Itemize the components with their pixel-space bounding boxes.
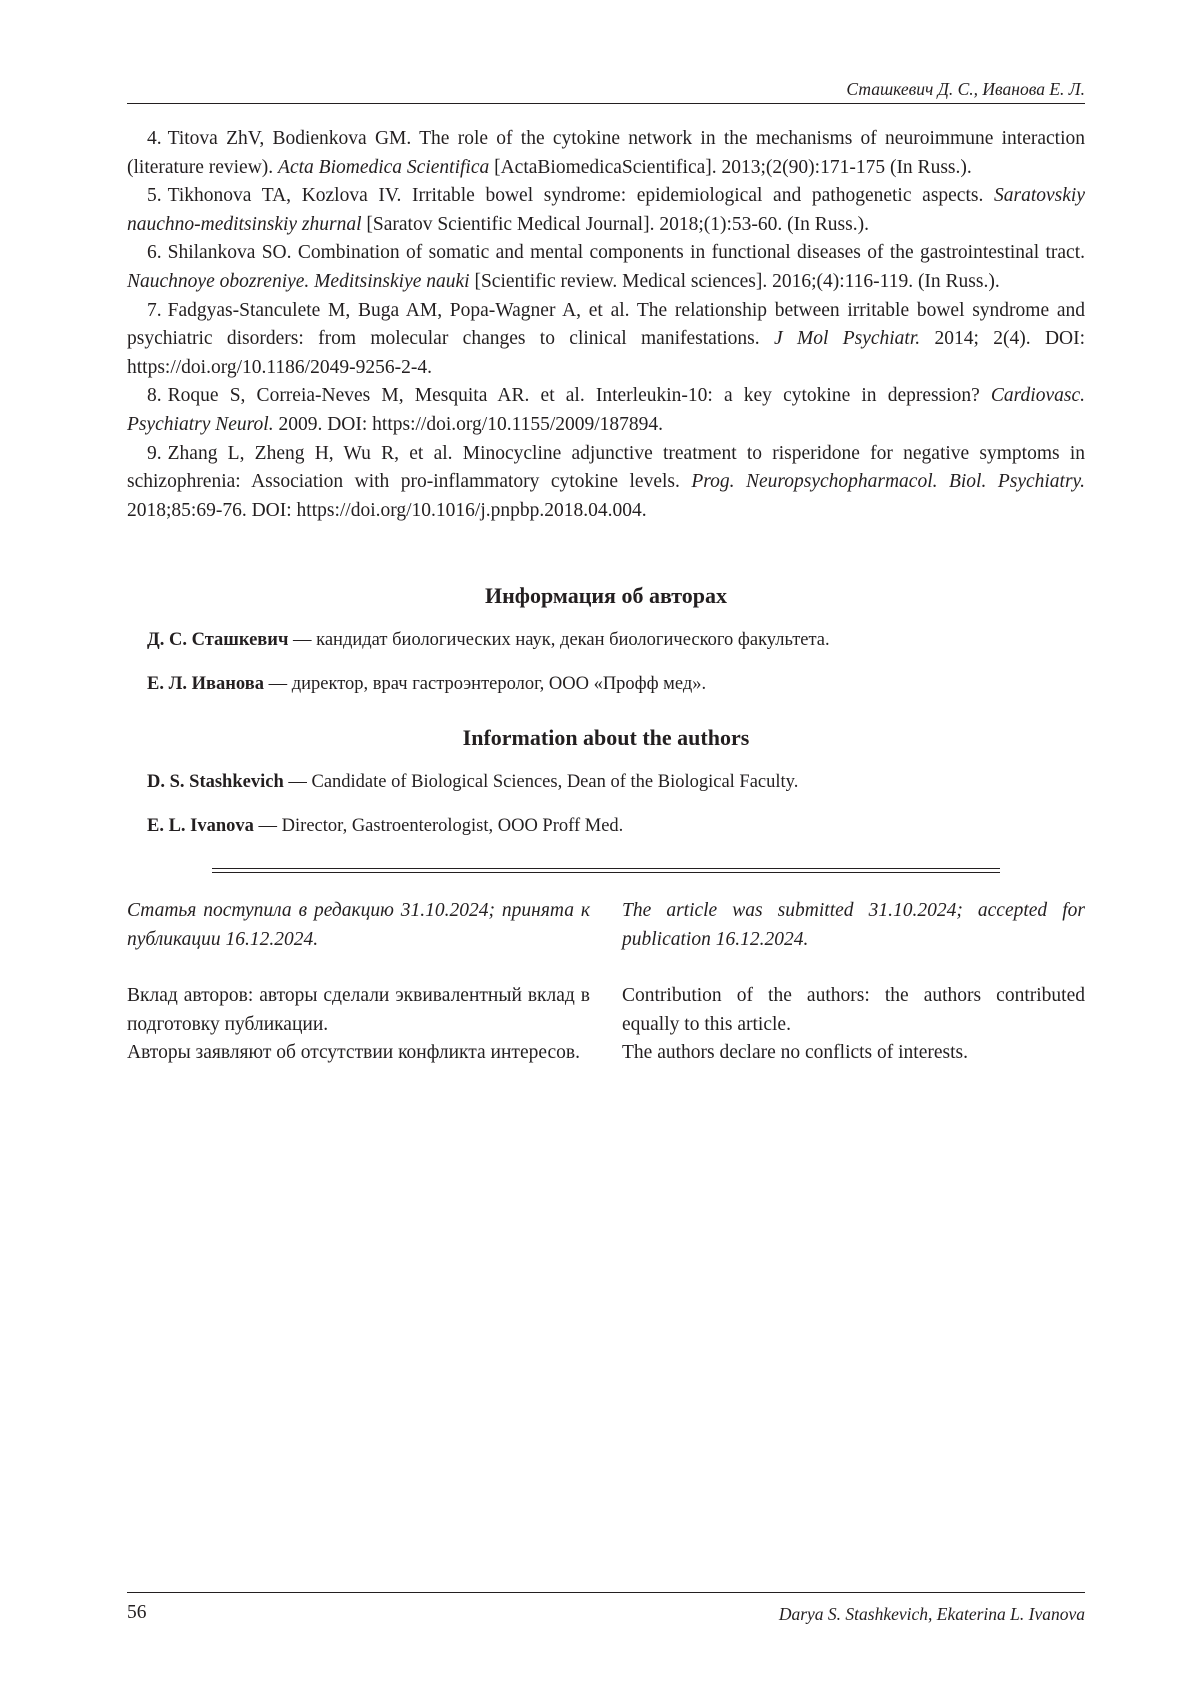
conflict-statement: The authors declare no conflicts of interests.: [622, 1042, 969, 1064]
footnotes-ru: [127, 897, 590, 1068]
reference-item: [127, 297, 1085, 383]
author-name: Д. С. Сташкевич: [147, 630, 289, 650]
reference-number: 4.: [147, 128, 162, 149]
reference-number: 8.: [147, 385, 162, 407]
reference-text: Shilankova SO. Combination of somatic and mental components in functional diseases of the gastrointestinal tract.: [167, 242, 1085, 264]
running-head: Сташкевич Д. С., Иванова Е. Л.: [846, 79, 1085, 99]
reference-item: [127, 125, 1085, 182]
reference-item: [127, 440, 1085, 526]
reference-journal: Prog. Neuropsychopharmacol. Biol. Psychiatry.: [691, 471, 1086, 493]
author-entry: [147, 627, 1085, 653]
author-name: D. S. Stashkevich: [147, 772, 284, 792]
author-description: — Director, Gastroenterologist, OOO Proff Med.: [253, 816, 624, 836]
reference-item: [127, 182, 1085, 239]
author-description: — кандидат биологических наук, декан биологического факультета.: [288, 630, 830, 650]
reference-details: [Saratov Scientific Medical Journal]. 2018;(1):53-60. (In Russ.).: [366, 213, 869, 235]
author-description: — Candidate of Biological Sciences, Dean of the Biological Faculty.: [283, 772, 799, 792]
reference-number: 5.: [147, 185, 162, 207]
author-entry: [147, 813, 1085, 839]
author-description: — директор, врач гастроэнтеролог, ООО «Профф мед».: [263, 674, 707, 694]
reference-journal: Cardiovasc. Psychiatry Neurol.: [127, 385, 1085, 435]
reference-text: Tikhonova TA, Kozlova IV. Irritable bowel syndrome: epidemiological and pathogenetic aspects.: [167, 185, 984, 207]
reference-text: Fadgyas-Stanculete M, Buga AM, Popa-Wagner A, et al. The relationship between irritable bowel syndrome and psychiatric disorders: from molecular changes to clinical manifestations.: [127, 299, 1085, 350]
reference-number: 7.: [147, 299, 162, 321]
reference-number: 6.: [147, 242, 162, 264]
reference-journal: Saratovskiy nauchno-meditsinskiy zhurnal: [127, 185, 1085, 235]
reference-item: [127, 239, 1085, 296]
author-name: Е. Л. Иванова: [147, 674, 264, 694]
authors-info-title-ru: Информация об авторах: [484, 583, 728, 608]
reference-details: 2014; 2(4). DOI: https://doi.org/10.1186/2049-9256-2-4.: [127, 328, 1086, 378]
conflict-statement: Авторы заявляют об отсутствии конфликта интересов.: [127, 1042, 580, 1064]
reference-details: 2018;85:69-76. DOI: https://doi.org/10.1016/j.pnpbp.2018.04.004.: [127, 499, 647, 521]
author-name: E. L. Ivanova: [147, 816, 254, 836]
reference-details: [ActaBiomedicaScientifica]. 2013;(2(90):171-175 (In Russ.).: [494, 156, 972, 178]
page-number: 56: [127, 1602, 147, 1623]
header-rule: [127, 103, 1085, 104]
reference-journal: J Mol Psychiatr.: [773, 328, 921, 350]
author-contribution: Вклад авторов: авторы сделали эквивалентный вклад в подготовку публикации.: [127, 985, 590, 1035]
section-divider: [212, 868, 1000, 873]
reference-text: Titova ZhV, Bodienkova GM. The role of the cytokine network in the mechanisms of neuroimmune interaction (literature review).: [127, 128, 1085, 178]
author-entry: [147, 769, 1085, 795]
submission-dates: Статья поступила в редакцию 31.10.2024; принята к публикации 16.12.2024.: [127, 900, 590, 950]
reference-item: [127, 382, 1085, 439]
author-entry: [147, 671, 1085, 697]
footer-rule: [127, 1592, 1085, 1593]
reference-details: [Scientific review. Medical sciences]. 2016;(4):116-119. (In Russ.).: [474, 270, 1000, 292]
authors-info-title-en: Information about the authors: [462, 725, 750, 750]
footnotes-en: [622, 897, 1085, 1068]
submission-dates: The article was submitted 31.10.2024; accepted for publication 16.12.2024.: [622, 900, 1085, 950]
reference-journal: Acta Biomedica Scientifica: [278, 156, 490, 178]
running-foot: Darya S. Stashkevich, Ekaterina L. Ivanova: [778, 1604, 1085, 1624]
author-contribution: Contribution of the authors: the authors contributed equally to this article.: [622, 985, 1085, 1035]
reference-number: 9.: [147, 442, 162, 464]
reference-list: [127, 125, 1085, 525]
reference-text: Zhang L, Zheng H, Wu R, et al. Minocycline adjunctive treatment to risperidone for negative symptoms in schizophrenia: Association with pro-inflammatory cytokine levels.: [127, 442, 1085, 493]
reference-details: 2009. DOI: https://doi.org/10.1155/2009/187894.: [278, 413, 664, 435]
reference-text: Roque S, Correia-Neves M, Mesquita AR. et al. Interleukin-10: a key cytokine in depression?: [167, 385, 980, 407]
reference-journal: Nauchnoye obozreniye. Meditsinskiye nauki: [127, 270, 470, 292]
